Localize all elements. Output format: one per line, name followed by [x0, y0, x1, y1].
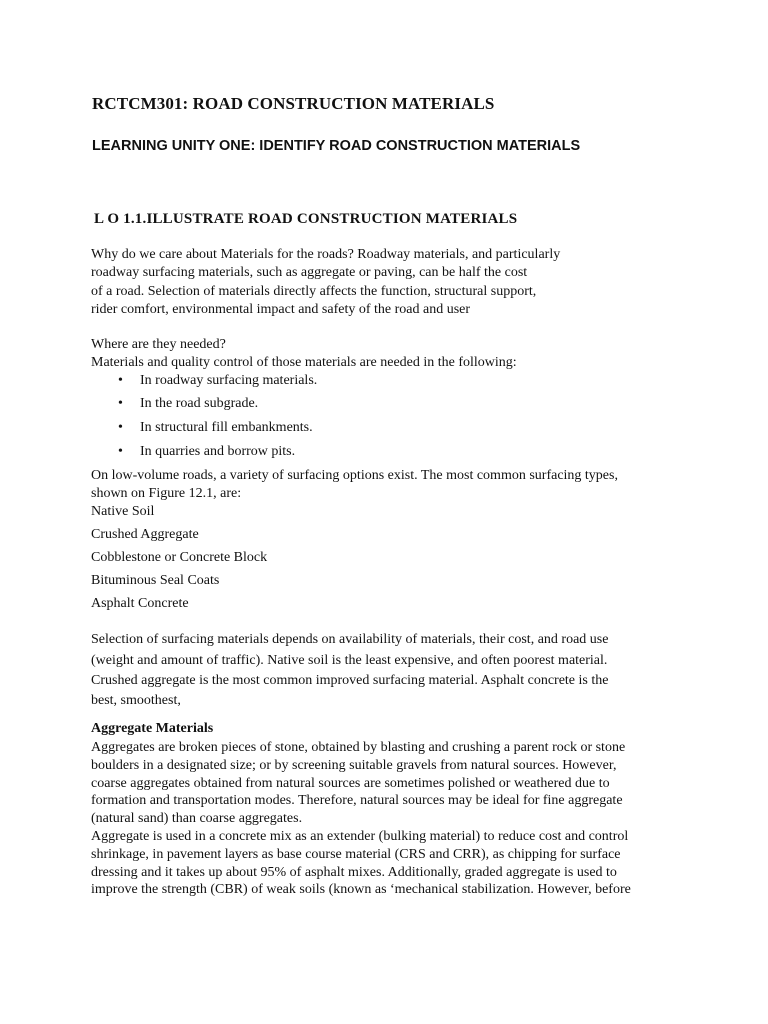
intro-line: of a road. Selection of materials directly affects the function, structural support,	[91, 284, 537, 299]
surfacing-type: Cobblestone or Concrete Block	[91, 550, 268, 565]
intro-line: roadway surfacing materials, such as aggregate or paving, can be half the cost	[91, 265, 528, 280]
selection-line: (weight and amount of traffic). Native soil is the least expensive, and often poorest material.	[91, 653, 608, 668]
aggregate-line: shrinkage, in pavement layers as base course material (CRS and CRR), as chipping for surface	[91, 847, 621, 862]
aggregate-line: Aggregate is used in a concrete mix as an extender (bulking material) to reduce cost and control	[91, 829, 629, 844]
aggregate-line: boulders in a designated size; or by screening suitable gravels from natural sources. However,	[91, 758, 617, 773]
selection-line: Crushed aggregate is the most common improved surfacing material. Asphalt concrete is the	[91, 673, 609, 688]
intro-line: rider comfort, environmental impact and safety of the road and user	[91, 302, 471, 317]
bullet-item: In the road subgrade.	[140, 396, 259, 411]
where-lead: Materials and quality control of those materials are needed in the following:	[91, 355, 517, 370]
aggregate-line: formation and transportation modes. Therefore, natural sources may be ideal for fine aggregate	[91, 793, 623, 808]
where-question: Where are they needed?	[91, 337, 226, 352]
aggregate-line: (natural sand) than coarse aggregates.	[91, 811, 303, 826]
intro-line: Why do we care about Materials for the roads? Roadway materials, and particularly	[91, 247, 561, 262]
surfacing-type: Bituminous Seal Coats	[91, 573, 220, 588]
surfacing-type: Native Soil	[91, 504, 155, 519]
bullet-item: In quarries and borrow pits.	[140, 444, 296, 459]
document-title: RCTCM301: ROAD CONSTRUCTION MATERIALS	[92, 94, 495, 113]
bullet-marker: •	[118, 420, 123, 435]
surfacing-type: Asphalt Concrete	[91, 596, 189, 611]
learning-outcome-heading: L O 1.1.ILLUSTRATE ROAD CONSTRUCTION MATERIALS	[94, 211, 518, 227]
surfacing-type: Crushed Aggregate	[91, 527, 199, 542]
aggregate-line: coarse aggregates obtained from natural sources are sometimes polished or weathered due to	[91, 776, 610, 791]
low-volume-line: shown on Figure 12.1, are:	[91, 486, 242, 501]
bullet-marker: •	[118, 373, 123, 388]
low-volume-line: On low-volume roads, a variety of surfacing options exist. The most common surfacing types,	[91, 468, 618, 483]
aggregate-line: Aggregates are broken pieces of stone, obtained by blasting and crushing a parent rock or stone	[91, 740, 626, 755]
bullet-marker: •	[118, 444, 123, 459]
aggregate-heading: Aggregate Materials	[91, 721, 214, 736]
selection-line: Selection of surfacing materials depends on availability of materials, their cost, and road use	[91, 632, 609, 647]
selection-line: best, smoothest,	[91, 693, 181, 708]
bullet-item: In roadway surfacing materials.	[140, 373, 318, 388]
aggregate-line: dressing and it takes up about 95% of asphalt mixes. Additionally, graded aggregate is used to	[91, 865, 617, 880]
learning-unity-heading: LEARNING UNITY ONE: IDENTIFY ROAD CONSTRUCTION MATERIALS	[92, 138, 581, 154]
bullet-item: In structural fill embankments.	[140, 420, 313, 435]
bullet-marker: •	[118, 396, 123, 411]
aggregate-line: improve the strength (CBR) of weak soils (known as ‘mechanical stabilization. However, before	[91, 882, 631, 897]
